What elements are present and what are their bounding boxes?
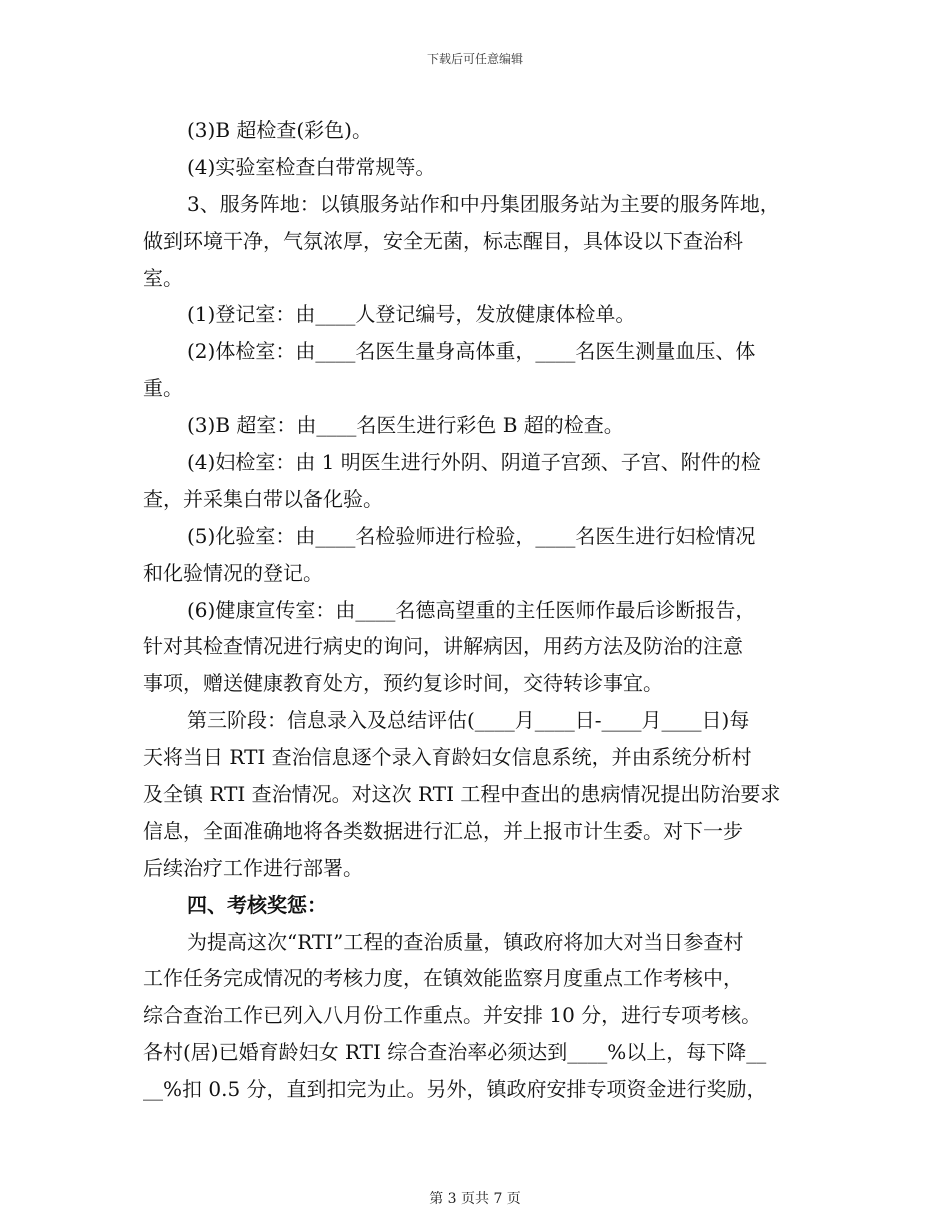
text-line: 室。 xyxy=(143,265,183,290)
text-line: 第三阶段：信息录入及总结评估(____月____日-____月____日)每 xyxy=(187,708,750,733)
text-line: (2)体检室：由____名医生量身高体重，____名医生测量血压、体 xyxy=(187,339,756,364)
text-line: 为提高这次“RTI”工程的查治质量，镇政府将加大对当日参查村 xyxy=(187,929,744,954)
text-line: 事项，赠送健康教育处方，预约复诊时间，交待转诊事宜。 xyxy=(143,671,663,696)
text-line: 信息，全面准确地将各类数据进行汇总，并上报市计生委。对下一步 xyxy=(143,818,743,843)
text-line: 3、服务阵地：以镇服务站作和中丹集团服务站为主要的服务阵地， xyxy=(187,191,780,216)
text-line: (3)B 超室：由____名医生进行彩色 B 超的检查。 xyxy=(187,413,624,438)
text-line: 查，并采集白带以备化验。 xyxy=(143,486,383,511)
text-line: 天将当日 RTI 查治信息逐个录入育龄妇女信息系统，并由系统分析村 xyxy=(143,745,752,770)
document-body xyxy=(143,112,808,1108)
text-line: (6)健康宣传室：由____名德高望重的主任医师作最后诊断报告， xyxy=(187,597,756,622)
text-line: 各村(居)已婚育龄妇女 RTI 综合查治率必须达到____%以上，每下降__ xyxy=(143,1040,767,1065)
text-line: __%扣 0.5 分，直到扣完为止。另外，镇政府安排专项资金进行奖励， xyxy=(143,1077,767,1102)
text-line: 综合查治工作已列入八月份工作重点。并安排 10 分，进行专项考核。 xyxy=(143,1003,762,1028)
text-line: 工作任务完成情况的考核力度，在镇效能监察月度重点工作考核中， xyxy=(143,966,743,991)
text-line: (4)妇检室：由 1 明医生进行外阴、阴道子宫颈、子宫、附件的检 xyxy=(187,450,761,475)
text-line: 重。 xyxy=(143,376,183,401)
text-line: 及全镇 RTI 查治情况。对这次 RTI 工程中查出的患病情况提出防治要求 xyxy=(143,782,781,807)
text-line: (5)化验室：由____名检验师进行检验，____名医生进行妇检情况 xyxy=(187,523,756,548)
text-line: (4)实验室检查白带常规等。 xyxy=(187,154,436,179)
text-line: 针对其检查情况进行病史的询问，讲解病因，用药方法及防治的注意 xyxy=(143,634,743,659)
text-line: (3)B 超检查(彩色)。 xyxy=(187,118,372,142)
section-heading: 四、考核奖惩： xyxy=(187,892,327,917)
text-line: 做到环境干净，气氛浓厚，安全无菌，标志醒目，具体设以下查治科 xyxy=(143,228,743,253)
page-footer: 第 3 页共 7 页 xyxy=(429,1191,521,1207)
text-line: (1)登记室：由____人登记编号，发放健康体检单。 xyxy=(187,302,636,327)
page-header: 下载后可任意编辑 xyxy=(426,52,523,66)
text-line: 和化验情况的登记。 xyxy=(143,560,323,585)
text-line: 后续治疗工作进行部署。 xyxy=(143,855,363,880)
